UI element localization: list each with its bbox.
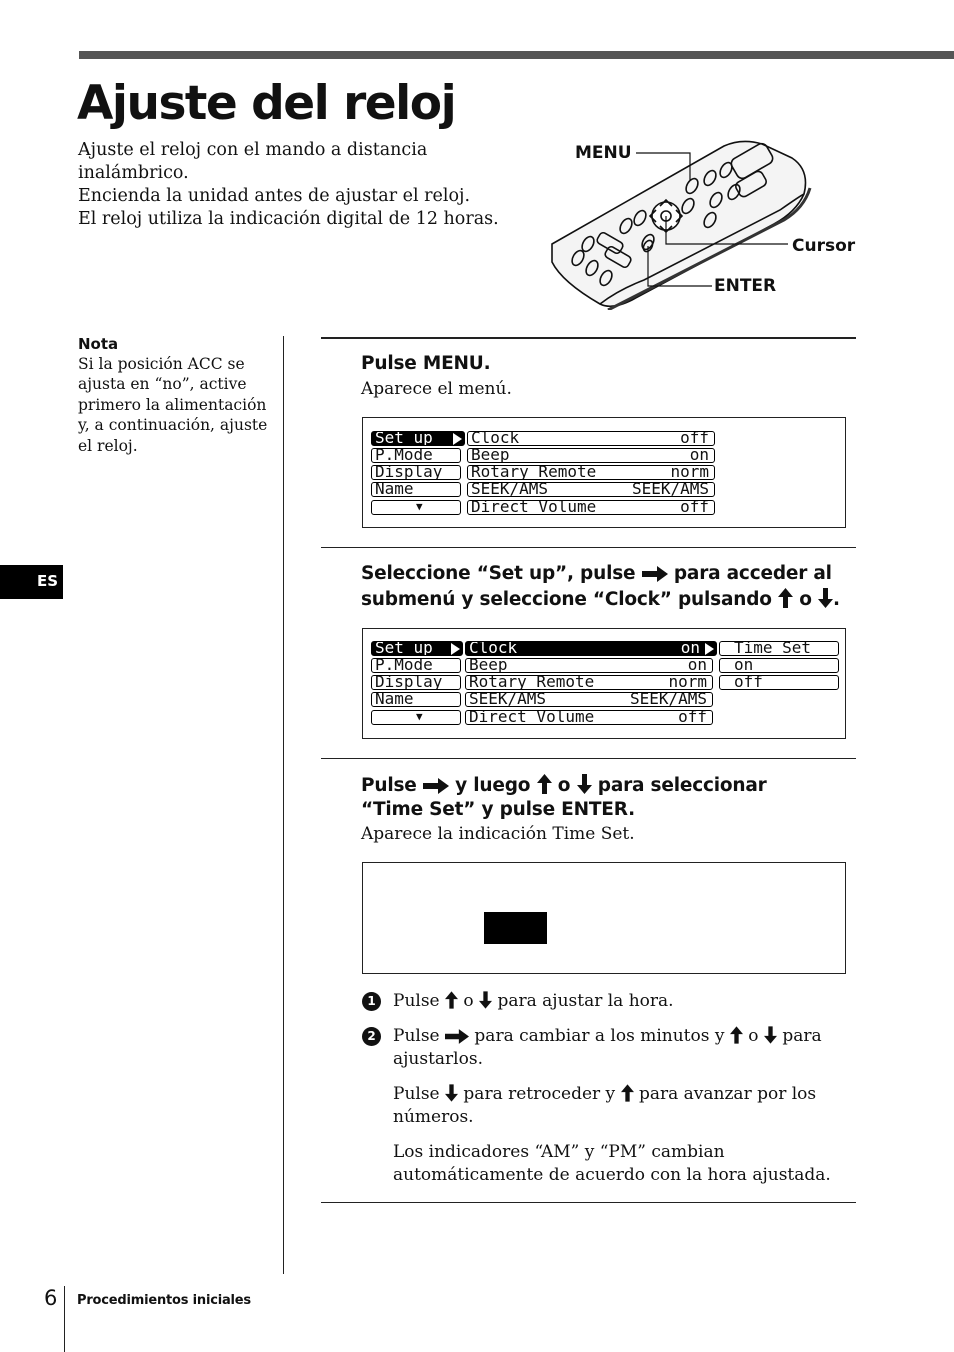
menu-scroll-down <box>371 500 461 515</box>
submenu-item-rotary-remote: Rotary Remote norm <box>465 675 713 690</box>
intro-line: Ajuste el reloj con el mando a distancia <box>78 140 428 160</box>
step1-body: Aparece el menú. <box>361 379 512 399</box>
section-end-rule <box>321 1202 856 1203</box>
page-title: Ajuste del reloj <box>77 76 456 131</box>
substep-1-number: 1 <box>362 992 381 1011</box>
submenu-item-beep: Beep on <box>467 448 715 463</box>
substep-2-paragraph-3: Los indicadores “AM” y “PM” cambian <box>393 1142 725 1162</box>
submenu-item-seek-ams: SEEK/AMS SEEK/AMS <box>465 692 713 707</box>
submenu-item-clock: Clock off <box>467 431 715 446</box>
remote-control-illustration <box>548 140 818 310</box>
step2-heading-line2: submenú y seleccione “Clock” pulsando o . <box>361 589 840 610</box>
menu-item-set-up: Set up <box>371 431 465 446</box>
intro-line: inalámbrico. <box>78 163 189 183</box>
intro-line: Encienda la unidad antes de ajustar el reloj. <box>78 186 471 206</box>
substep-2-paragraph-3-line2: automáticamente de acuerdo con la hora ajustada. <box>393 1165 831 1185</box>
submenu-item-beep: Beep on <box>465 658 713 673</box>
up-arrow-icon <box>730 1026 743 1044</box>
clock-option-on: on <box>719 658 839 673</box>
up-arrow-icon <box>621 1084 634 1102</box>
substep-2-paragraph-2-line2: números. <box>393 1107 474 1127</box>
substep-2-text-line2: ajustarlos. <box>393 1049 483 1069</box>
step3-body: Aparece la indicación Time Set. <box>361 824 635 844</box>
note-title: Nota <box>78 335 119 353</box>
right-arrow-icon <box>445 1029 469 1044</box>
up-arrow-icon <box>537 774 552 794</box>
menu-item-name: Name <box>371 692 461 707</box>
up-arrow-icon <box>778 588 793 608</box>
down-arrow-icon <box>445 1084 458 1102</box>
submenu-item-direct-volume: Direct Volume off <box>465 710 713 725</box>
substep-1-text: Pulse o para ajustar la hora. <box>393 991 674 1011</box>
step-divider <box>321 337 856 339</box>
menu-item-p-mode: P.Mode <box>371 448 461 463</box>
down-arrow-icon <box>818 588 833 608</box>
menu-item-p-mode: P.Mode <box>371 658 461 673</box>
step2-heading: Seleccione “Set up”, pulse para acceder al <box>361 563 832 584</box>
note-line: primero la alimentación <box>78 396 267 414</box>
note-line: ajusta en “no”, active <box>78 375 247 393</box>
down-arrow-icon <box>577 774 592 794</box>
footer-section-title: Procedimientos iniciales <box>77 1293 251 1308</box>
menu-item-display: Display <box>371 675 461 690</box>
step-divider <box>321 758 856 759</box>
clock-option-off: off <box>719 675 839 690</box>
down-arrow-icon <box>479 991 492 1009</box>
menu-scroll-down <box>371 710 461 725</box>
menu-item-set-up: Set up <box>371 641 463 656</box>
submenu-item-clock: Clock on <box>465 641 717 656</box>
submenu-item-rotary-remote: Rotary Remote norm <box>467 465 715 480</box>
enter-button-label: ENTER <box>714 276 777 296</box>
intro-line: El reloj utiliza la indicación digital de 12 horas. <box>78 209 499 229</box>
submenu-item-direct-volume: Direct Volume off <box>467 500 715 515</box>
cursor-label: Cursor <box>792 236 856 256</box>
column-divider <box>283 336 284 1274</box>
down-arrow-icon <box>764 1026 777 1044</box>
header-rule <box>79 51 954 59</box>
substep-2-number: 2 <box>362 1027 381 1046</box>
language-tab-label: ES <box>37 572 59 590</box>
language-tab <box>0 565 63 599</box>
menu-button-label: MENU <box>575 143 632 163</box>
menu-display-2 <box>362 628 846 739</box>
page-number: 6 <box>44 1286 58 1310</box>
time-cursor-block <box>484 912 547 944</box>
down-triangle-icon: ▼ <box>416 710 423 723</box>
right-arrow-icon <box>642 566 668 582</box>
submenu-item-seek-ams: SEEK/AMS SEEK/AMS <box>467 482 715 497</box>
clock-option-time-set: Time Set <box>719 641 839 656</box>
substep-2-text: Pulse para cambiar a los minutos y o para <box>393 1026 822 1046</box>
footer-divider <box>64 1286 65 1352</box>
step-divider <box>321 547 856 548</box>
note-line: y, a continuación, ajuste <box>78 416 268 434</box>
up-arrow-icon <box>445 991 458 1009</box>
note-line: el reloj. <box>78 437 138 455</box>
menu-item-name: Name <box>371 482 461 497</box>
menu-display-1 <box>362 417 846 528</box>
right-arrow-icon <box>423 778 449 794</box>
menu-item-display: Display <box>371 465 461 480</box>
note-line: Si la posición ACC se <box>78 355 245 373</box>
step1-heading: Pulse MENU. <box>361 353 491 374</box>
down-triangle-icon: ▼ <box>416 500 423 513</box>
substep-2-paragraph-2: Pulse para retroceder y para avanzar por los <box>393 1084 817 1104</box>
step3-heading-line2: “Time Set” y pulse ENTER. <box>361 799 635 820</box>
step3-heading: Pulse y luego o para seleccionar <box>361 775 767 796</box>
time-set-display <box>362 862 846 974</box>
